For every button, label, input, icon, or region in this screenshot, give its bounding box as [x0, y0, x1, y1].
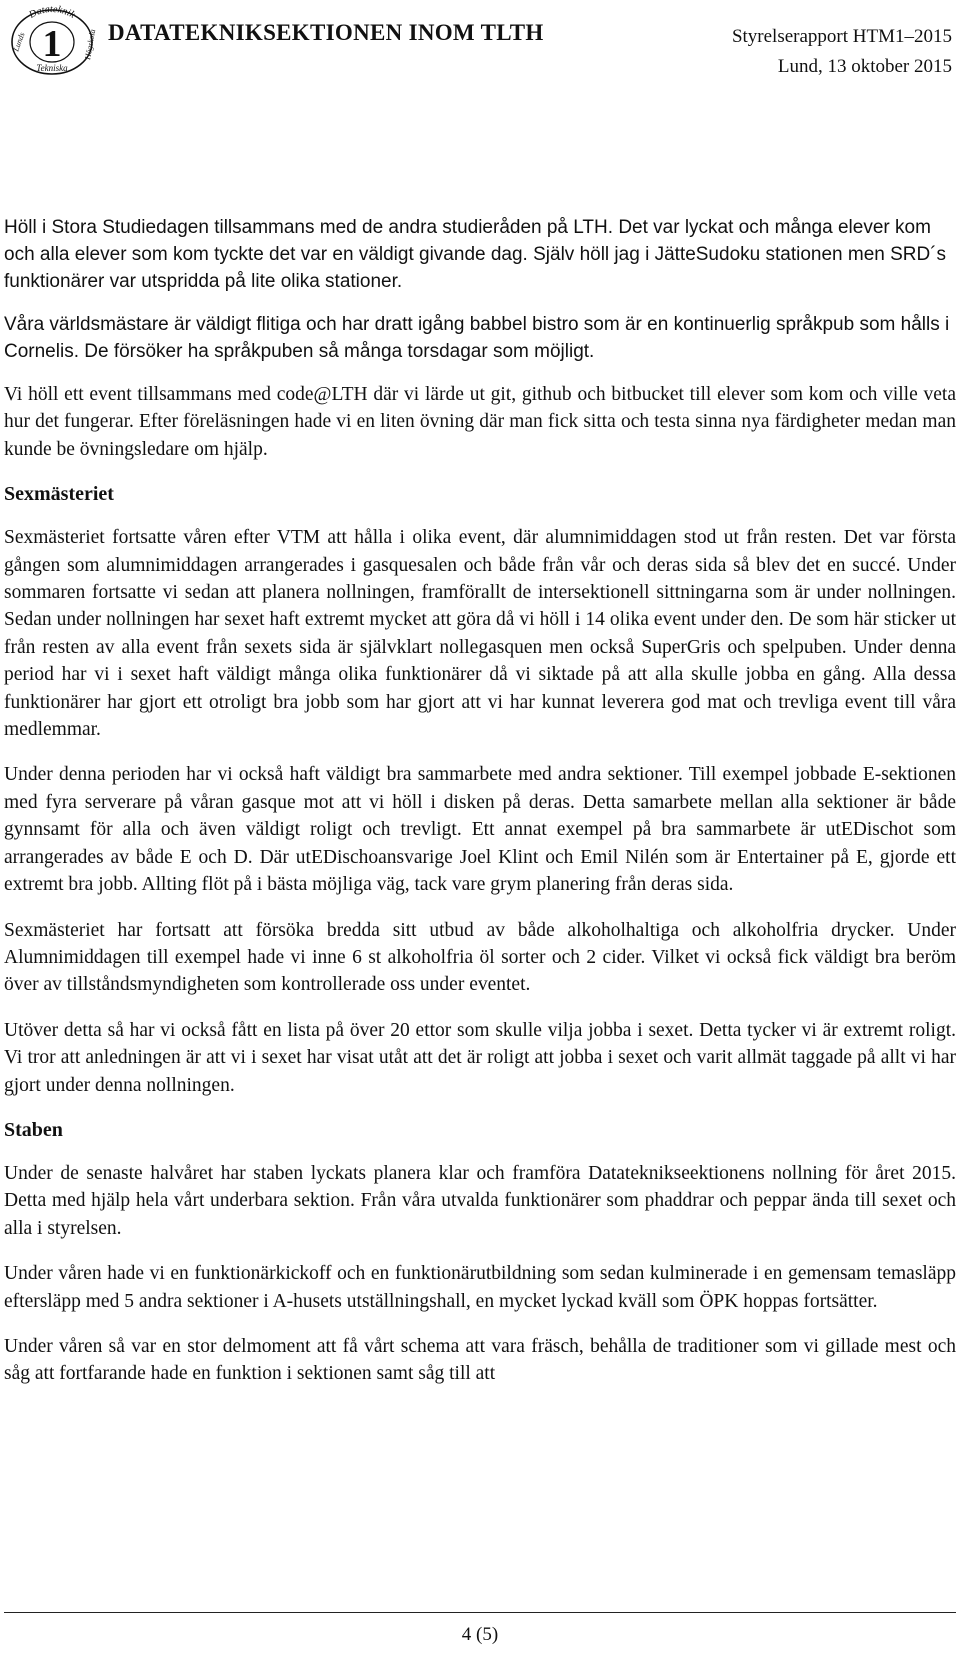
section-logo — [4, 4, 100, 76]
document-date: Lund, 13 oktober 2015 — [777, 56, 952, 77]
section-heading-staben: Staben — [4, 1118, 63, 1141]
paragraph-code-lth: Vi höll ett event tillsammans med code@LTH där vi lärde ut git, github och bitbucket till elever som kom och ville veta hur det fungerar. Efter föreläsningen hade vi en liten övning där man fick sitta och testa sinna nya färdigheter medan man kunde be övningsledare om hjälp. — [4, 384, 956, 460]
paragraph-sexmasteriet-1: Sexmästeriet fortsatte våren efter VTM att hålla i olika event, där alumnimiddagen stod ut från resten. Det var första gången som alumnimiddagen arrangerades i gasquesalen och både från vår och deras sida så blev det en succé. Under sommaren fortsatte vi sedan att planera nollningen, framförallt de intersektionell sittningarna som är under nollningen. Sedan under nollningen har sexet haft extremt mycket att göra då vi höll i 14 olika event under den. De som här sticker ut från resten av alla event från sexets sida är självklart nollegasquen men också SuperGris och spelpuben. Under denna period har vi i sexet haft väldigt många olika funktionärer då vi siktade på att alla skulle jobba en gång. Alla dessa funktionärer har gjort ett otroligt bra jobb som har gjort att vi har kunnat leverera god mat och trevliga event till våra medlemmar. — [4, 527, 956, 741]
paragraph-sexmasteriet-3: Sexmästeriet har fortsatt att försöka bredda sitt utbud av både alkoholhaltiga och alkoholfria drycker. Under Alumnimiddagen till exempel hade vi inne 6 st alkoholfria öl sorter och 2 cider. Vilket vi också fick väldigt bra beröm över av tillståndsmyndigheten som kontrollerade oss under eventet. — [4, 919, 956, 996]
paragraph-varldsmastare: Våra världsmästare är väldigt flitiga och har dratt igång babbel bistro som är en kontinuerlig språkpub som hålls i Cornelis. De försöker ha språkpuben så många torsdagar som möjligt. — [4, 314, 950, 362]
document-body — [4, 214, 956, 1406]
paragraph-staben-2: Under våren hade vi en funktionärkickoff och en funktionärutbildning som sedan kulminerade i en gemensam temasläpp eftersläpp med 5 andra sektioner i A-husets utställningshall, en mycket lyckad kväll som ÖPK hoppas fortsätter. — [4, 1263, 956, 1312]
paragraph-sexmasteriet-2: Under denna perioden har vi också haft väldigt bra sammarbete med andra sektioner. Till exempel jobbade E-sektionen med fyra serverare på våran gasque mot att vi höll i disken på deras. Detta samarbete mellan alla sektioner är både gynnsamt för alla och även väldigt roligt och trevligt. Ett annat exempel på bra sammarbete är utEDischot som arrangerades av både E och D. Där utEDischoansvarige Joel Klint och Emil Nilén som är Entertainer på E, gjorde ett extremt bra jobb. Allting flöt på i bästa möjliga väg, tack vare grym planering från deras sida. — [4, 764, 956, 896]
logo-text-right: Högskola — [83, 28, 98, 61]
page-number: 4 (5) — [461, 1624, 499, 1645]
logo-numeral: 1 — [42, 23, 62, 65]
logo-text-bottom: Tekniska — [36, 63, 68, 73]
paragraph-sexmasteriet-4: Utöver detta så har vi också fått en lista på över 20 ettor som skulle vilja jobba i sexet. Detta tycker vi är extremt roligt. Vi tror att anledningen är att vi i sexet har visat utåt att det är roligt att jobba i sexet och varit allmät taggade på allt vi har gjort under denna nollningen. — [4, 1019, 956, 1096]
paragraph-staben-1: Under de senaste halvåret har staben lyckats planera klar och framföra Datateknikseektionens nollning för året 2015. Detta med hjälp hela vårt underbara sektion. Från våra utvalda funktionärer som phaddrar och peppar ända till sexet och alla i styrelsen. — [4, 1162, 956, 1239]
logo-text-left: Lunds — [11, 31, 27, 53]
section-heading-sexmasteriet: Sexmästeriet — [4, 483, 114, 506]
footer-rule — [4, 1612, 956, 1613]
organization-name: DATATEKNIKSEKTIONEN INOM TLTH — [108, 20, 544, 45]
paragraph-staben-3: Under våren så var en stor delmoment att få vårt schema att vara fräsch, behålla de traditioner som vi gillade mest och såg att fortfarande hade en funktion i sektionen samt såg till att — [4, 1335, 956, 1385]
logo-text-top: Datateknik — [27, 4, 77, 21]
paragraph-studiedagen: Höll i Stora Studiedagen tillsammans med de andra studieråden på LTH. Det var lyckat och många elever kom och alla elever som kom tyckte det var en väldigt givande dag. Själv höll jag i JätteSudoku stationen men SRD´s funktionärer var utspridda på lite olika stationer. — [4, 217, 947, 292]
document-title: Styrelserapport HTM1–2015 — [731, 26, 952, 47]
